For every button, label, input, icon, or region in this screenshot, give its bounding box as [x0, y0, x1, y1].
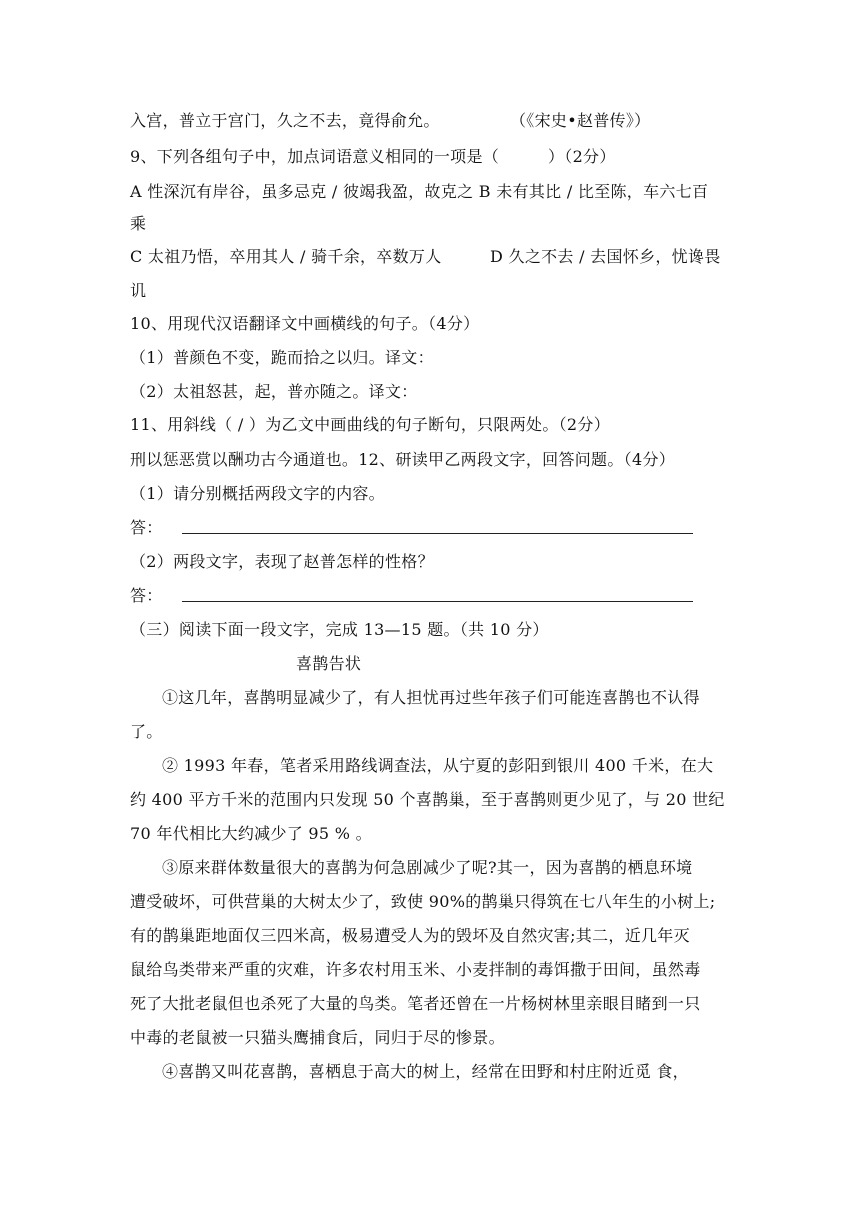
question-11-sentence-and-question-12: 刑以惩恶赏以酬功古今通道也。12、研读甲乙两段文字，回答问题。（4分）	[130, 450, 676, 469]
answer-line-1[interactable]	[182, 533, 693, 534]
question-10: 10、用现代汉语翻译文中画横线的句子。（4分）	[130, 314, 480, 333]
paragraph-3-line-4: 鼠给鸟类带来严重的灾难，许多农村用玉米、小麦拌制的毒饵撒于田间，虽然毒	[130, 960, 701, 979]
paragraph-2-line-1: ② 1993 年春，笔者采用路线调查法，从宁夏的彭阳到银川 400 千米，在大	[162, 756, 714, 775]
question-9-option-d: D 久之不去 / 去国怀乡，忧谗畏	[490, 247, 721, 266]
paragraph-2-line-3: 70 年代相比大约减少了 95 % 。	[130, 824, 372, 843]
answer-line-2[interactable]	[182, 601, 693, 602]
paragraph-3-line-2: 遭受破坏，可供营巢的大树太少了，致使 90%的鹊巢只得筑在七八年生的小树上;	[130, 892, 716, 911]
question-9-option-c: C 太祖乃悟，卒用其人 / 骑千余，卒数万人	[130, 247, 442, 266]
paragraph-3-line-5: 死了大批老鼠但也杀死了大量的鸟类。笔者还曾在一片杨树林里亲眼目睹到一只	[130, 994, 701, 1013]
question-9-option-d-cont: 讥	[130, 281, 147, 300]
paragraph-3-line-1: ③原来群体数量很大的喜鹊为何急剧减少了呢?其一，因为喜鹊的栖息环境	[162, 858, 693, 877]
question-10-item-2: （2）太祖怒甚，起，普亦随之。译文：	[130, 382, 418, 401]
paragraph-2-line-2: 约 400 平方千米的范围内只发现 50 个喜鹊巢，至于喜鹊则更少见了，与 20 世纪	[130, 790, 725, 809]
question-9: 9、下列各组句子中，加点词语意义相同的一项是（ ）（2分）	[130, 147, 616, 166]
question-11: 11、用斜线（ / ）为乙文中画曲线的句子断句，只限两处。（2分）	[130, 415, 611, 434]
answer-label-2: 答：	[130, 586, 163, 605]
passage-closing-line: 入宫，普立于宫门，久之不去，竟得俞允。	[130, 111, 440, 130]
paragraph-4-line-1: ④喜鹊又叫花喜鹊，喜栖息于高大的树上，经常在田野和村庄附近觅 食，	[162, 1062, 689, 1081]
section-three-heading: （三）阅读下面一段文字，完成 13—15 题。（共 10 分）	[130, 620, 549, 639]
paragraph-1-line-2: 了。	[130, 722, 163, 741]
article-title: 喜鹊告状	[296, 654, 362, 673]
paragraph-1-line-1: ①这几年，喜鹊明显减少了，有人担忧再过些年孩子们可能连喜鹊也不认得	[162, 688, 700, 707]
answer-label-1: 答：	[130, 518, 163, 537]
question-9-options-ab-cont: 乘	[130, 214, 147, 233]
question-12-item-2: （2）两段文字，表现了赵普怎样的性格？	[130, 552, 434, 571]
question-12-item-1: （1）请分别概括两段文字的内容。	[130, 484, 385, 503]
source-citation: （《宋史•赵普传》）	[510, 111, 651, 130]
paragraph-3-line-3: 有的鹊巢距地面仅三四米高，极易遭受人为的毁坏及自然灾害;其二，近几年灭	[130, 926, 690, 945]
paragraph-3-line-6: 中毒的老鼠被一只猫头鹰捕食后，同归于尽的惨景。	[130, 1028, 505, 1047]
question-10-item-1: （1）普颜色不变，跪而拾之以归。译文：	[130, 348, 434, 367]
question-9-options-ab: A 性深沉有岸谷，虽多忌克 / 彼竭我盈，故克之 B 未有其比 / 比至陈，车六七百	[130, 182, 709, 201]
